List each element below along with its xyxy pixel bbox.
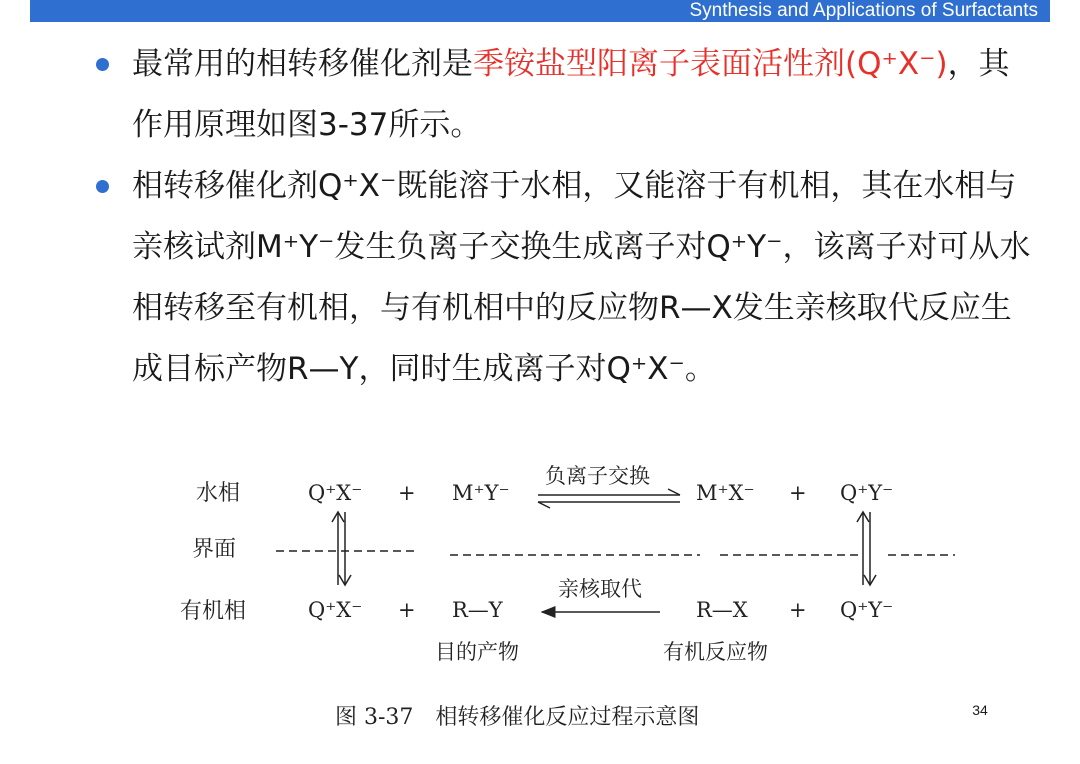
aq-plus-2: +	[789, 481, 807, 505]
bullet-1-text: 最常用的相转移催化剂是	[132, 46, 473, 82]
bullet-list	[96, 34, 1036, 400]
figure-caption: 图 3-37 相转移催化反应过程示意图	[335, 705, 700, 730]
aq-plus-1: +	[398, 481, 416, 505]
org-plus-1: +	[398, 598, 416, 622]
aq-qy: Q⁺Y⁻	[840, 481, 894, 505]
equilibrium-arrow-icon	[538, 489, 680, 508]
org-qx: Q⁺X⁻	[308, 598, 363, 622]
org-ry: R—Y	[452, 598, 503, 622]
reactant-label: 有机反应物	[663, 640, 768, 664]
bullet-1-rest: ，其作用原理如图3-37所示。	[132, 46, 1010, 143]
interface-dashes	[276, 551, 955, 555]
org-rx: R—X	[696, 598, 748, 622]
course-title: Synthesis and Applications of Surfactants	[689, 0, 1038, 21]
label-aqueous: 水相	[196, 481, 241, 506]
aq-my: M⁺Y⁻	[452, 481, 510, 505]
page-number: 34	[972, 702, 988, 718]
bullet-dot-icon	[96, 58, 109, 71]
aq-qx: Q⁺X⁻	[308, 481, 363, 505]
org-plus-2: +	[789, 598, 807, 622]
aq-mx: M⁺X⁻	[696, 481, 755, 505]
bottom-arrow-label: 亲核取代	[558, 577, 642, 601]
header-bar	[30, 0, 1050, 22]
org-qy: Q⁺Y⁻	[840, 598, 894, 622]
bullet-item-1	[96, 34, 1036, 156]
top-arrow-label: 负离子交换	[545, 464, 650, 488]
left-transfer-arrows-icon	[332, 512, 351, 585]
bullet-1-highlight: 季铵盐型阳离子表面活性剂(Q⁺X⁻)	[473, 46, 948, 82]
bullet-item-2	[96, 156, 1036, 400]
mechanism-figure	[0, 450, 1080, 764]
right-transfer-arrows-icon	[857, 512, 876, 585]
label-organic: 有机相	[180, 599, 247, 624]
label-interface: 界面	[192, 537, 237, 562]
mechanism-diagram	[0, 450, 1080, 764]
bullet-2-text: 相转移催化剂Q⁺X⁻既能溶于水相，又能溶于有机相，其在水相与亲核试剂M⁺Y⁻发生负离子交换生成离子对Q⁺Y⁻，该离子对可从水相转移至有机相，与有机相中的反应物R—X发生亲核取代反应生成目标产物R—Y，同时生成离子对Q⁺X⁻。	[132, 168, 1031, 387]
bullet-dot-icon	[96, 180, 109, 193]
target-product-label: 目的产物	[435, 640, 519, 664]
